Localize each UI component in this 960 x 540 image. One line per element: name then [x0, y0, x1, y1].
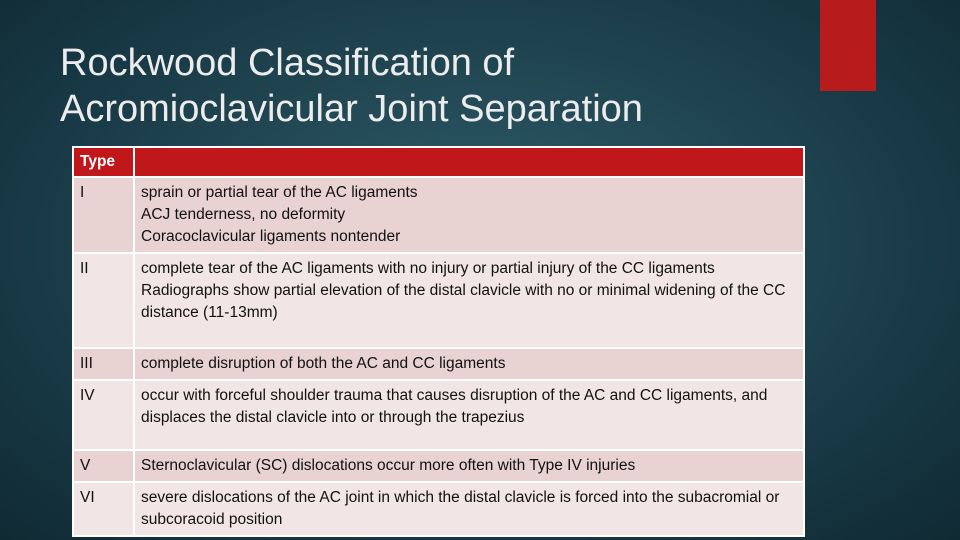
- description-cell: [134, 482, 804, 536]
- description-cell: [134, 177, 804, 253]
- table-row: [73, 177, 804, 253]
- description-line: severe dislocations of the AC joint in which the distal clavicle is forced into the subacromial or subcoracoid position: [141, 489, 780, 528]
- header-type: Type: [73, 147, 134, 177]
- description-line: occur with forceful shoulder trauma that causes disruption of the AC and CC ligaments, and displaces the distal clavicle into or through the trapezius: [141, 387, 768, 426]
- type-cell: II: [73, 253, 134, 348]
- type-cell: VI: [73, 482, 134, 536]
- slide-title: [60, 40, 780, 132]
- type-cell: V: [73, 450, 134, 482]
- slide-title-line-2: Acromioclavicular Joint Separation: [60, 88, 643, 130]
- accent-bar: [820, 0, 876, 91]
- table-header-row: [73, 147, 804, 177]
- description-line: complete tear of the AC ligaments with no injury or partial injury of the CC ligaments: [141, 260, 715, 277]
- description-cell: [134, 450, 804, 482]
- table-row: [73, 380, 804, 450]
- type-cell: IV: [73, 380, 134, 450]
- header-description: [134, 147, 804, 177]
- description-line: Sternoclavicular (SC) dislocations occur more often with Type IV injuries: [141, 457, 636, 474]
- description-line: sprain or partial tear of the AC ligaments: [141, 184, 418, 201]
- description-cell: [134, 380, 804, 450]
- description-line: complete disruption of both the AC and CC ligaments: [141, 355, 506, 372]
- description-line: Radiographs show partial elevation of the distal clavicle with no or minimal widening of the CC distance (11-13mm): [141, 282, 786, 321]
- table-row: [73, 482, 804, 536]
- type-cell: I: [73, 177, 134, 253]
- table-row: [73, 348, 804, 380]
- slide-title-line-1: Rockwood Classification of: [60, 42, 515, 84]
- type-cell: III: [73, 348, 134, 380]
- classification-table: [72, 146, 805, 537]
- table-row: [73, 253, 804, 348]
- classification-table-container: [72, 146, 805, 537]
- description-cell: [134, 348, 804, 380]
- description-line: ACJ tenderness, no deformity: [141, 206, 346, 223]
- description-cell: [134, 253, 804, 348]
- description-line: Coracoclavicular ligaments nontender: [141, 228, 401, 245]
- table-row: [73, 450, 804, 482]
